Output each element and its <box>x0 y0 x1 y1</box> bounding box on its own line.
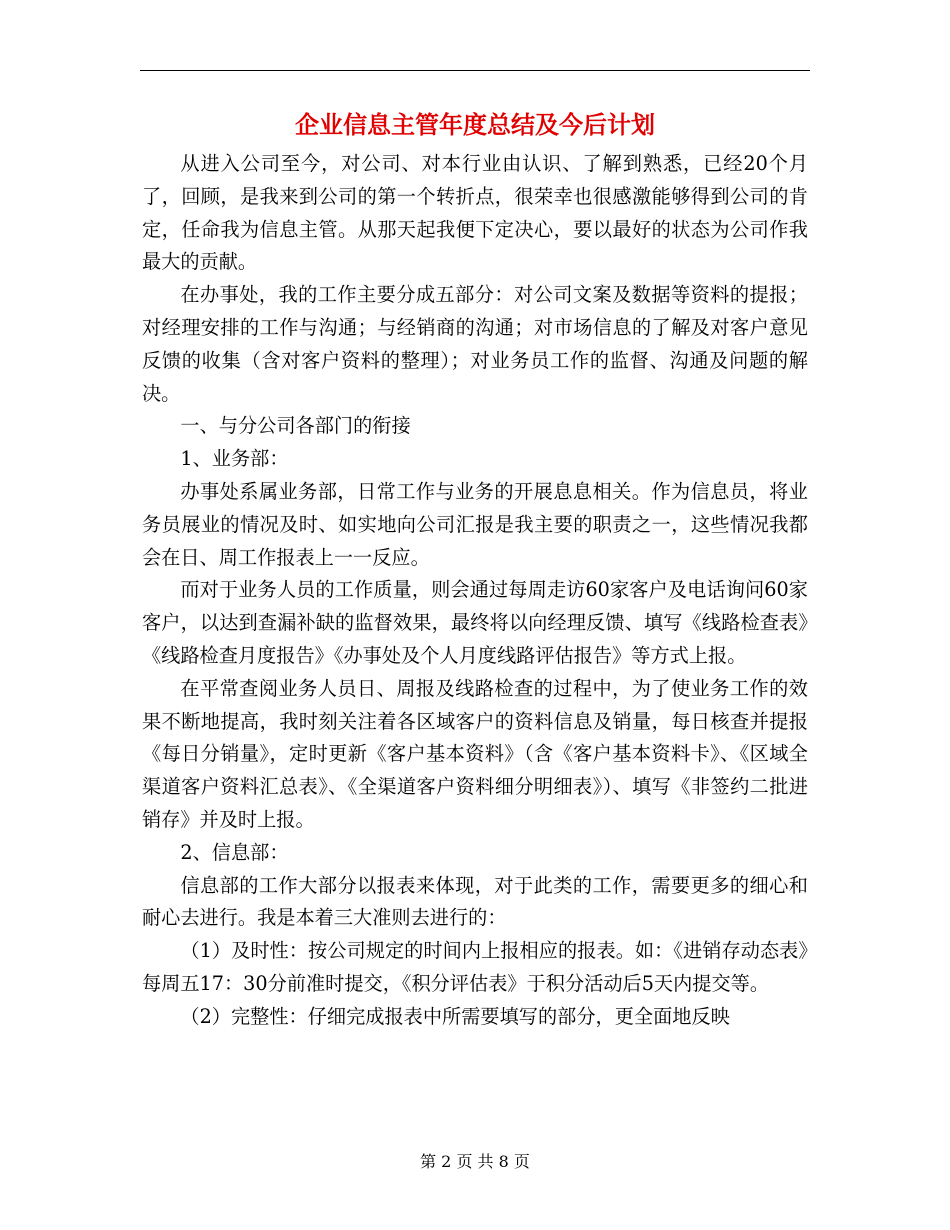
list-item: （2）完整性：仔细完成报表中所需要填写的部分，更全面地反映 <box>180 1004 730 1028</box>
subsection-heading: 1、业务部： <box>180 447 289 471</box>
paragraph: 而对于业务人员的工作质量，则会通过每周走访60家客户及电话询问60家客户，以达到查漏补缺的监督效果，最终将以向经理反馈、填写《线路检查表》《线路检查月度报告》《办事处及个人月度线路评估报告》等方式上报。 <box>142 578 808 667</box>
header-rule <box>140 70 810 71</box>
paragraph: 从进入公司至今，对公司、对本行业由认识、了解到熟悉，已经20个月了，回顾，是我来到公司的第一个转折点，很荣幸也很感激能够得到公司的肯定，任命我为信息主管。从那天起我便下定决心，要以最好的状态为公司作我最大的贡献。 <box>142 152 808 274</box>
subsection-heading: 2、信息部： <box>180 840 289 864</box>
section-heading: 一、与分公司各部门的衔接 <box>180 414 411 438</box>
document-title: 企业信息主管年度总结及今后计划 <box>295 110 655 139</box>
paragraph: 办事处系属业务部，日常工作与业务的开展息息相关。作为信息员，将业务员展业的情况及时、如实地向公司汇报是我主要的职责之一，这些情况我都会在日、周工作报表上一一反应。 <box>142 479 808 569</box>
paragraph: 信息部的工作大部分以报表来体现，对于此类的工作，需要更多的细心和耐心去进行。我是本着三大准则去进行的： <box>142 873 808 930</box>
document-body <box>142 148 808 1034</box>
list-item: （1）及时性：按公司规定的时间内上报相应的报表。如：《进销存动态表》每周五17：30分前准时提交，《积分评估表》于积分活动后5天内提交等。 <box>142 939 808 995</box>
paragraph: 在平常查阅业务人员日、周报及线路检查的过程中，为了使业务工作的效果不断地提高，我时刻关注着各区域客户的资料信息及销量，每日核查并提报《每日分销量》，定时更新《客户基本资料》（含《客户基本资料卡》、《区域全渠道客户资料汇总表》、《全渠道客户资料细分明细表》）、填写《非签约二批进销存》并及时上报。 <box>142 676 808 831</box>
page-number: 第 2 页 共 8 页 <box>420 1152 530 1171</box>
paragraph: 在办事处，我的工作主要分成五部分：对公司文案及数据等资料的提报；对经理安排的工作与沟通；与经销商的沟通；对市场信息的了解及对客户意见反馈的收集（含对客户资料的整理）；对业务员工作的监督、沟通及问题的解决。 <box>142 283 808 405</box>
page-footer <box>0 1150 950 1174</box>
